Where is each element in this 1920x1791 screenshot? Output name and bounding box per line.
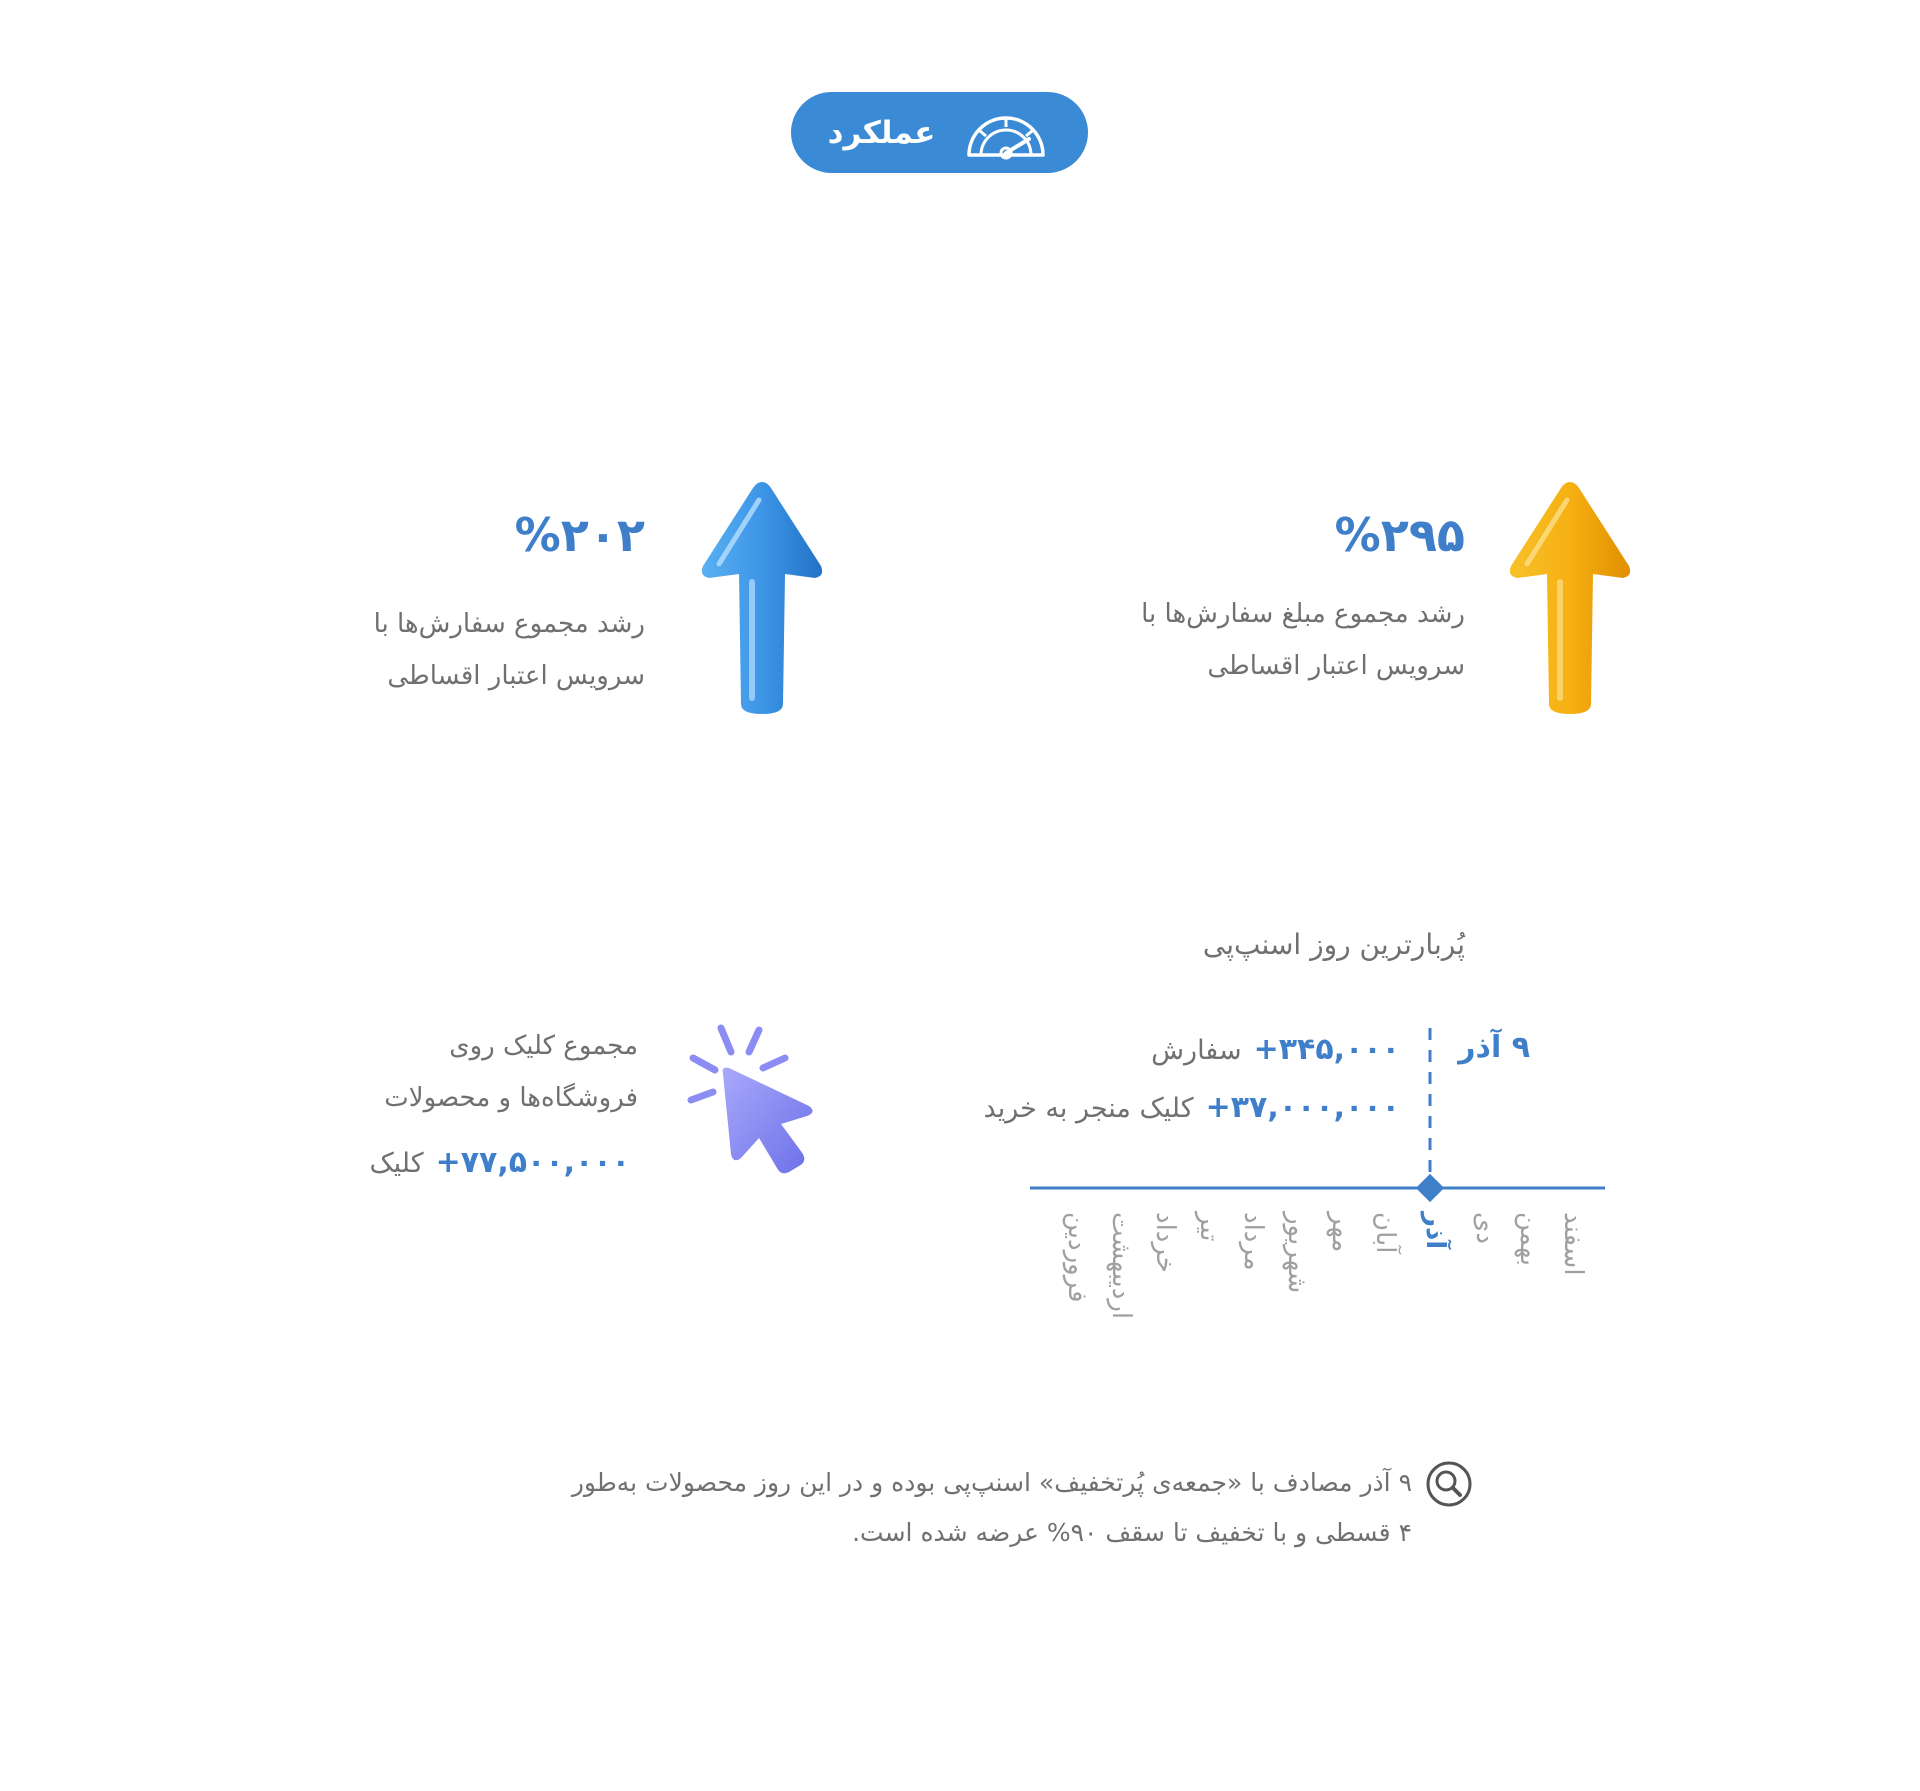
month-label: مهر	[1326, 1212, 1356, 1253]
month-label: آبان	[1370, 1212, 1400, 1254]
orders-label: سفارش	[1151, 1035, 1242, 1066]
total-clicks-label: کلیک	[369, 1148, 424, 1179]
timeline-marker-diamond	[1416, 1174, 1444, 1202]
stat-description-line: رشد مجموع سفارش‌ها با	[373, 609, 645, 639]
stat-description-line: سرویس اعتبار اقساطی	[387, 661, 645, 691]
month-label: بهمن	[1514, 1212, 1544, 1267]
total-clicks-value: +۷۷,۵۰۰,۰۰۰	[435, 1145, 630, 1180]
stat-description	[245, 598, 645, 702]
month-label: تیر	[1194, 1212, 1224, 1242]
stat-value: %۲۹۵	[1334, 508, 1465, 562]
stat-description-line: سرویس اعتبار اقساطی	[1207, 651, 1465, 681]
footnote-line: ۴ قسطی و با تخفیف تا سقف ۹۰% عرضه شده است.	[852, 1518, 1412, 1547]
footnote	[300, 1458, 1412, 1558]
footnote-line: ۹ آذر مصادف با «جمعه‌ی پُرتخفیف» اسنپ‌پی بوده و در این روز محصولات به‌طور	[571, 1468, 1412, 1497]
month-label: فروردین	[1062, 1212, 1092, 1303]
stat-description-line: رشد مجموع مبلغ سفارش‌ها با	[1141, 599, 1465, 629]
stat-order-count	[697, 478, 827, 718]
stat-value: %۲۰۲	[514, 508, 645, 562]
section-header	[791, 92, 1088, 173]
timeline-title: پُربارترین روز اسنپ‌پی	[1202, 928, 1465, 961]
stat-description	[1035, 588, 1465, 692]
month-label: مرداد	[1238, 1212, 1268, 1271]
month-label: اردیبهشت	[1106, 1212, 1136, 1320]
arrow-up-icon	[1505, 478, 1635, 718]
cursor-click-icon	[685, 1022, 820, 1182]
speedometer-icon	[961, 105, 1051, 161]
purchase-clicks-value: +۳۷,۰۰۰,۰۰۰	[1205, 1090, 1400, 1125]
arrow-up-icon	[697, 478, 827, 718]
timeline-axis	[1020, 1020, 1620, 1205]
search-icon	[1425, 1460, 1473, 1508]
total-clicks-row	[250, 1145, 630, 1180]
purchase-clicks-label: کلیک منجر به خرید	[983, 1093, 1194, 1124]
month-label: اسفند	[1558, 1212, 1588, 1276]
section-title: عملکرد	[827, 114, 936, 151]
month-label-active: آذر	[1420, 1212, 1450, 1250]
clicks-description-line: مجموع کلیک روی	[449, 1031, 638, 1061]
stat-order-amount	[1505, 478, 1635, 718]
clicks-description	[250, 1020, 638, 1124]
timeline-date: ۹ آذر	[1458, 1030, 1530, 1065]
month-label: خرداد	[1150, 1212, 1180, 1273]
orders-value: +۳۴۵,۰۰۰	[1253, 1032, 1400, 1067]
month-label: شهریور	[1282, 1212, 1312, 1294]
month-label: دی	[1470, 1212, 1500, 1244]
clicks-description-line: فروشگاه‌ها و محصولات	[384, 1083, 638, 1113]
